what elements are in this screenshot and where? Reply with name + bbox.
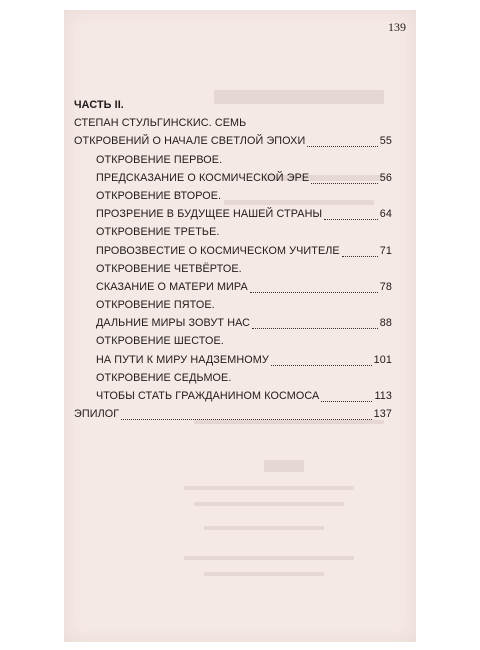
toc-entry-title: ЧАСТЬ II. (74, 99, 124, 111)
book-page (64, 10, 416, 642)
toc-entry (74, 242, 392, 260)
toc-entry-title: ПРЕДСКАЗАНИЕ О КОСМИЧЕСКОЙ ЭРЕ (96, 171, 310, 184)
toc-entry (74, 151, 392, 169)
dot-leader (342, 247, 378, 257)
toc-entry-title: ОТКРОВЕНИЕ ТРЕТЬЕ. (96, 226, 220, 239)
toc-entry (74, 387, 392, 405)
toc-entry-page: 64 (379, 208, 392, 221)
toc-entry-page: 71 (379, 244, 392, 257)
toc-entry-title: ОТКРОВЕНИЕ ВТОРОЕ. (96, 189, 222, 202)
toc-entry-title: ОТКРОВЕНИЙ О НАЧАЛЕ СВЕТЛОЙ ЭПОХИ (74, 135, 306, 148)
table-of-contents (74, 96, 392, 423)
dot-leader (252, 319, 378, 329)
toc-entry-page: 78 (379, 280, 392, 293)
toc-entry-title: ПРОЗРЕНИЕ В БУДУЩЕЕ НАШЕЙ СТРАНЫ (96, 208, 323, 221)
toc-entry (74, 296, 392, 314)
toc-entry-title: ЧТОБЫ СТАТЬ ГРАЖДАНИНОМ КОСМОСА (96, 390, 320, 402)
toc-entry-title: ОТКРОВЕНИЕ ЧЕТВЁРТОЕ. (96, 262, 242, 275)
toc-entry-page: 113 (374, 390, 392, 402)
toc-entry-page: 55 (379, 135, 392, 148)
dot-leader (324, 210, 378, 220)
dot-leader (311, 174, 378, 184)
toc-entry-title: ОТКРОВЕНИЕ ШЕСТОЕ. (96, 335, 224, 348)
toc-entry (74, 223, 392, 241)
toc-entry (74, 169, 392, 187)
toc-entry-title: СТЕПАН СТУЛЬГИНСКИС. СЕМЬ (74, 117, 247, 130)
toc-entry-page: 101 (373, 353, 392, 366)
toc-entry-title: ОТКРОВЕНИЕ ПЯТОЕ. (96, 299, 215, 312)
dot-leader (271, 356, 372, 366)
toc-entry (74, 369, 392, 387)
toc-entry (74, 205, 392, 223)
toc-entry (74, 96, 392, 114)
toc-entry-title: ОТКРОВЕНИЕ ПЕРВОЕ. (96, 153, 223, 166)
dot-leader (321, 392, 372, 402)
toc-entry (74, 314, 392, 332)
dot-leader (307, 137, 377, 147)
dot-leader (121, 410, 371, 420)
toc-entry (74, 132, 392, 150)
toc-entry-title: НА ПУТИ К МИРУ НАДЗЕМНОМУ (96, 353, 269, 366)
toc-entry (74, 278, 392, 296)
toc-entry (74, 260, 392, 278)
toc-entry-page: 88 (379, 317, 392, 330)
toc-entry-title: ПРОВОЗВЕСТИЕ О КОСМИЧЕСКОМ УЧИТЕЛЕ (96, 244, 340, 257)
dot-leader (250, 283, 378, 293)
toc-entry-page: 137 (373, 408, 392, 421)
toc-entry (74, 332, 392, 350)
page-number: 139 (388, 20, 406, 34)
toc-entry-title: ДАЛЬНИЕ МИРЫ ЗОВУТ НАС (96, 317, 251, 330)
toc-entry-title: ЭПИЛОГ (74, 408, 120, 421)
toc-entry (74, 405, 392, 423)
toc-entry-page: 56 (379, 171, 392, 184)
toc-entry (74, 114, 392, 132)
toc-entry-title: СКАЗАНИЕ О МАТЕРИ МИРА (96, 280, 248, 293)
toc-entry (74, 351, 392, 369)
toc-entry (74, 187, 392, 205)
toc-entry-title: ОТКРОВЕНИЕ СЕДЬМОЕ. (96, 371, 232, 384)
